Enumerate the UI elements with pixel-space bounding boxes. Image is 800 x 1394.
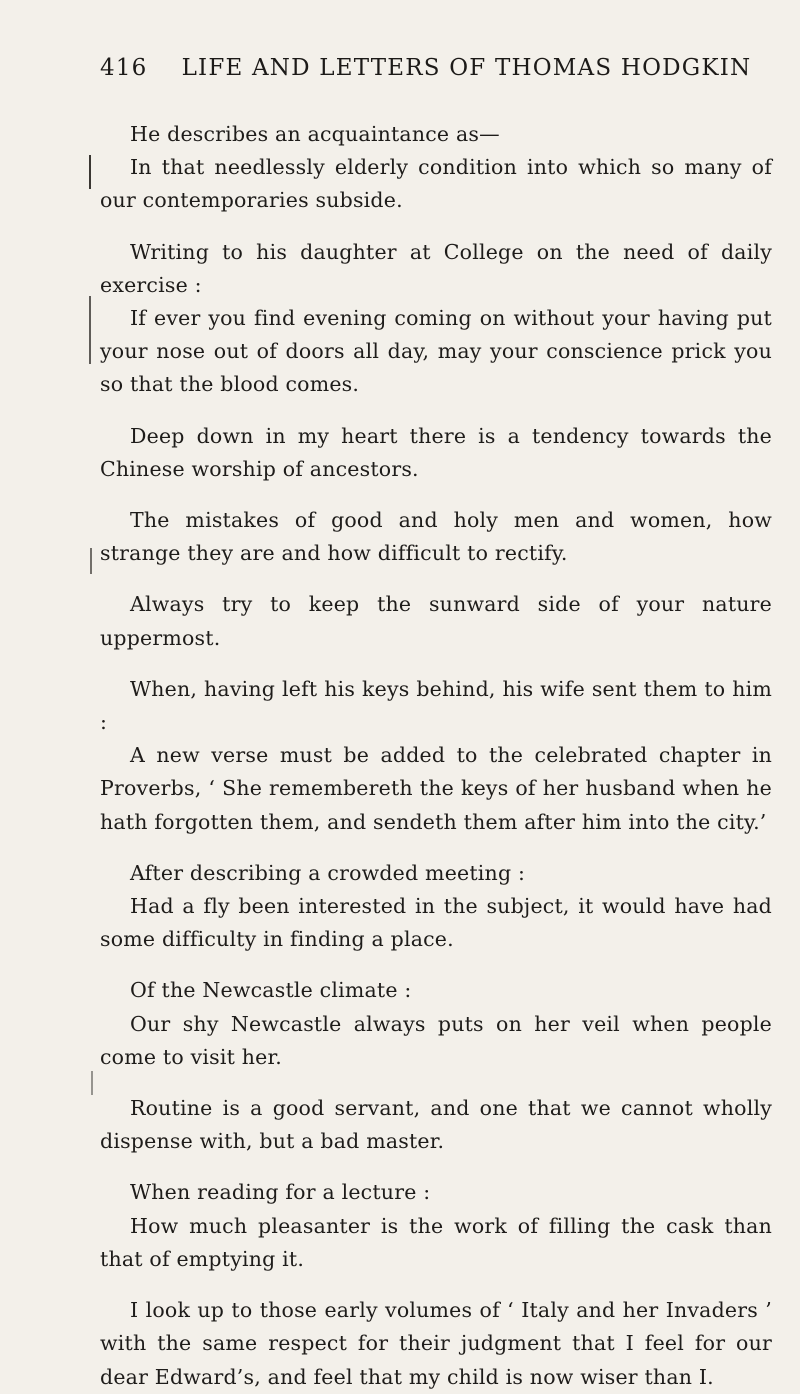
paragraph-quote: How much pleasanter is the work of filling the cask than that of emptying it. (100, 1213, 772, 1271)
margin-bracket-mark (89, 296, 91, 364)
paragraph-intro: He describes an acquaintance as— (130, 122, 500, 146)
running-head (100, 55, 780, 81)
margin-bracket-mark (90, 548, 92, 574)
margin-bracket-mark (91, 1071, 93, 1095)
paragraph-intro: Of the Newcastle climate : (130, 978, 412, 1003)
paragraph-standalone: Routine is a good servant, and one that we cannot wholly dispense with, but a bad master. (100, 1096, 772, 1154)
paragraph-intro: After describing a crowded meeting : (130, 860, 526, 885)
paragraph-standalone: Always try to keep the sunward side of your nature uppermost. (100, 592, 772, 650)
paragraph-quote: If ever you find evening coming on without your having put your nose out of doors all day, may your conscience prick you so that the blood comes. (100, 306, 772, 397)
paragraph-quote: Our shy Newcastle always puts on her veil when people come to visit her. (100, 1011, 772, 1069)
paragraph-intro: When, having left his keys behind, his wife sent them to him : (100, 676, 772, 735)
paragraph-quote: Had a fly been interested in the subject, it would have had some difficulty in finding a place. (100, 894, 772, 952)
paragraph-quote: A new verse must be added to the celebrated chapter in Proverbs, ‘ She remembereth the keys of her husband when he hath forgotten them, and sendeth them after him into the city.’ (100, 743, 772, 834)
paragraph-standalone: Deep down in my heart there is a tendency towards the Chinese worship of ancestors. (100, 423, 772, 481)
paragraph-intro: Writing to his daughter at College on the need of daily exercise : (100, 239, 772, 297)
paragraph-standalone: I look up to those early volumes of ‘ Italy and her Invaders ’ with the same respect for their judgment that I feel for our dear Edward’s, and feel that my child is now wiser than I. (100, 1298, 772, 1389)
paragraph-quote: In that needlessly elderly condition into which so many of our contemporaries subside. (100, 155, 772, 213)
running-title: LIFE AND LETTERS OF THOMAS HODGKIN (181, 55, 752, 81)
margin-bracket-mark (89, 155, 91, 189)
body-text (100, 118, 772, 1394)
paragraph-intro: When reading for a lecture : (130, 1180, 431, 1205)
paragraph-standalone: The mistakes of good and holy men and women, how strange they are and how difficult to rectify. (100, 508, 772, 566)
page-number: 416 (100, 55, 148, 81)
